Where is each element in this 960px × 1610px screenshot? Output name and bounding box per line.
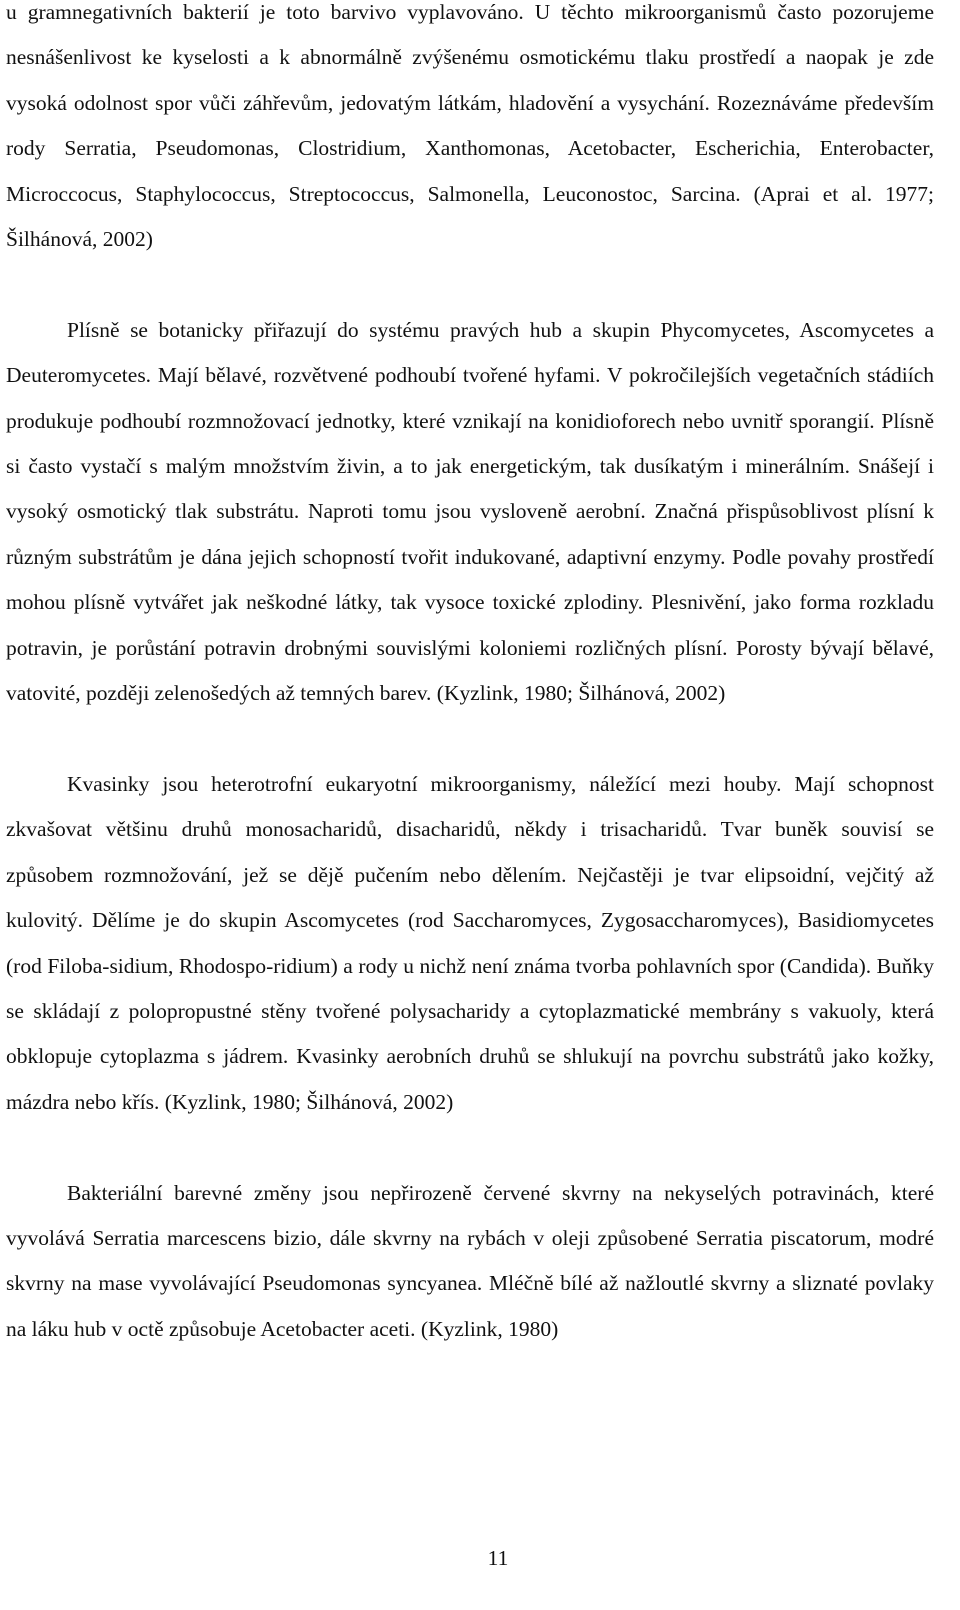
page-number: 11 xyxy=(487,1546,509,1570)
document-page xyxy=(6,0,934,1352)
paragraph-color-changes: Bakteriální barevné změny jsou nepřirozeně červené skvrny na nekyselých potravinách, které vyvolává Serratia marcescens bizio, dále skvrny na rybách v oleji způsobené Serratia piscatorum, modré skvrny na mase vyvolávající Pseudomonas syncyanea. Mléčně bílé až nažloutlé skvrny a sliznaté povlaky na láku hub v octě způsobuje Acetobacter aceti. (Kyzlink, 1980) xyxy=(6,1180,934,1341)
paragraph-yeasts: Kvasinky jsou heterotrofní eukaryotní mikroorganismy, náležící mezi houby. Mají schopnost zkvašovat většinu druhů monosacharidů, disacharidů, někdy i trisacharidů. Tvar buněk souvisí se způsobem rozmnožování, jež se dějě pučením nebo dělením. Nejčastěji je tvar elipsoidní, vejčitý až kulovitý. Dělíme je do skupin Ascomycetes (rod Saccharomyces, Zygosaccharomyces), Basidiomycetes (rod Filoba-sidium, Rhodospo-ridium) a rody u nichž není známa tvorba pohlavních spor (Candida). Buňky se skládají z polopropustné stěny tvořené polysacharidy a cytoplazmatické membrány s vakuoly, která obklopuje cytoplazma s jádrem. Kvasinky aerobních druhů se shlukují na povrchu substrátů jako kožky, mázdra nebo křís. (Kyzlink, 1980; Šilhánová, 2002) xyxy=(6,771,934,1114)
paragraph-gap xyxy=(6,1125,934,1170)
paragraph-molds: Plísně se botanicky přiřazují do systému pravých hub a skupin Phycomycetes, Ascomycetes a Deuteromycetes. Mají bělavé, rozvětvené podhoubí tvořené hyfami. V pokročilejších vegetačních stádiích produkuje podhoubí rozmnožovací jednotky, které vznikají na konidioforech nebo uvnitř sporangií. Plísně si často vystačí s malým množstvím živin, a to jak energetickým, tak dusíkatým i minerálním. Snášejí i vysoký osmotický tlak substrátu. Naproti tomu jsou vysloveně aerobní. Značná přispůsoblivost plísní k různým substrátům je dána jejich schopností tvořit indukované, adaptivní enzymy. Podle povahy prostředí mohou plísně vytvářet jak neškodné látky, tak vysoce toxické zplodiny. Plesnivění, jako forma rozkladu potravin, je porůstání potravin drobnými souvislými koloniemi rozličných plísní. Porosty bývají bělavé, vatovité, později zelenošedých až temných barev. (Kyzlink, 1980; Šilhánová, 2002) xyxy=(6,317,934,706)
paragraph-gap xyxy=(6,716,934,761)
paragraph-gap xyxy=(6,262,934,307)
paragraph-bacteria: u gramnegativních bakterií je toto barvivo vyplavováno. U těchto mikroorganismů často pozorujeme nesnášenlivost ke kyselosti a k abnormálně zvýšenému osmotickému tlaku prostředí a naopak je zde vysoká odolnost spor vůči záhřevům, jedovatým látkám, hladovění a vysychání. Rozeznáváme především rody Serratia, Pseudomonas, Clostridium, Xanthomonas, Acetobacter, Escherichia, Enterobacter, Microccocus, Staphylococcus, Streptococcus, Salmonella, Leuconostoc, Sarcina. (Aprai et al. 1977; Šilhánová, 2002) xyxy=(6,0,934,252)
